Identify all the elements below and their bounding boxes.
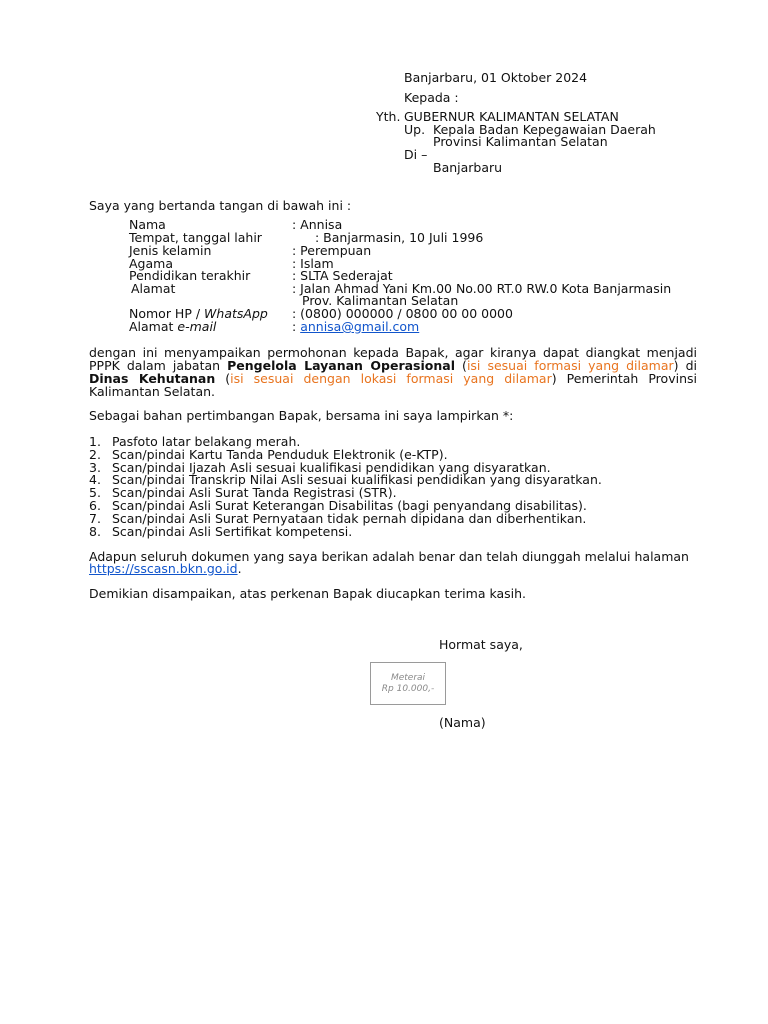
attachment-item: Scan/pindai Kartu Tanda Penduduk Elektronik (e-KTP). — [112, 447, 448, 462]
attachment-item: Scan/pindai Transkrip Nilai Asli sesuai kualifikasi pendidikan yang disyaratkan. — [112, 472, 602, 487]
up-line-2: Provinsi Kalimantan Selatan — [433, 134, 608, 149]
hp-value: : (0800) 000000 / 0800 00 00 0000 — [292, 306, 513, 321]
request-line-4: Kalimantan Selatan. — [89, 384, 216, 399]
meterai-value: Rp 10.000,- — [381, 684, 435, 694]
signer-name: (Nama) — [439, 715, 486, 730]
pendidikan-value: : SLTA Sederajat — [292, 268, 393, 283]
attachment-number: 5. — [89, 485, 101, 500]
ttl-value: : Banjarmasin, 10 Juli 1996 — [315, 230, 484, 245]
recipient-city: Banjarbaru — [433, 160, 503, 175]
email-label: Alamat e-mail — [129, 319, 217, 334]
jenis-kelamin-label: Jenis kelamin — [129, 243, 212, 258]
attachment-number: 2. — [89, 447, 101, 462]
letter-date: Banjarbaru, 01 Oktober 2024 — [404, 70, 588, 85]
agama-value: : Islam — [292, 256, 334, 271]
pendidikan-label: Pendidikan terakhir — [129, 268, 251, 283]
request-line-2: PPPK dalam jabatan Pengelola Layanan Operasional (isi sesuai formasi yang dilamar) di — [89, 358, 697, 373]
email-link[interactable]: annisa@gmail.com — [300, 319, 420, 334]
alamat-label: Alamat — [131, 281, 176, 296]
closing-text: Demikian disampaikan, atas perkenan Bapak diucapkan terima kasih. — [89, 586, 527, 601]
jabatan-placeholder: isi sesuai formasi yang dilamar — [466, 358, 674, 373]
request-line-1: dengan ini menyampaikan permohonan kepada Bapak, agar kiranya dapat diangkat menjadi — [89, 345, 697, 360]
attachment-item: Scan/pindai Asli Surat Pernyataan tidak pernah dipidana dan diberhentikan. — [112, 511, 587, 526]
attachment-item: Scan/pindai Asli Sertifikat kompetensi. — [112, 524, 353, 539]
attachment-item: Pasfoto latar belakang merah. — [112, 434, 301, 449]
di-label: Di – — [404, 147, 428, 162]
jenis-kelamin-value: : Perempuan — [292, 243, 372, 258]
sscasn-link[interactable]: https://sscasn.bkn.go.id — [89, 561, 238, 576]
email-value: : annisa@gmail.com — [292, 319, 420, 334]
recipient-name: GUBERNUR KALIMANTAN SELATAN — [404, 109, 619, 124]
attachment-number: 7. — [89, 511, 101, 526]
hp-label: Nomor HP / WhatsApp — [129, 306, 268, 321]
attachment-number: 4. — [89, 472, 101, 487]
alamat-value-line-2: Prov. Kalimantan Selatan — [302, 293, 459, 308]
up-line-1: Kepala Badan Kepegawaian Daerah — [433, 122, 656, 137]
attachment-number: 6. — [89, 498, 101, 513]
meterai-stamp-box — [370, 662, 446, 705]
attachment-number: 3. — [89, 460, 101, 475]
nama-value: : Annisa — [292, 217, 343, 232]
lokasi-placeholder: isi sesuai dengan lokasi formasi yang dilamar — [230, 371, 552, 386]
yth-prefix: Yth. — [376, 109, 401, 124]
attachment-item: Scan/pindai Ijazah Asli sesuai kualifikasi pendidikan yang disyaratkan. — [112, 460, 551, 475]
attachment-number: 1. — [89, 434, 101, 449]
attachment-number: 8. — [89, 524, 101, 539]
kepada-label: Kepada : — [404, 90, 459, 105]
jabatan-name: Pengelola Layanan Operasional — [227, 358, 455, 373]
agama-label: Agama — [129, 256, 173, 271]
nama-label: Nama — [129, 217, 166, 232]
hormat-saya: Hormat saya, — [439, 637, 523, 652]
statement-line-2: https://sscasn.bkn.go.id. — [89, 561, 242, 576]
statement-line-1: Adapun seluruh dokumen yang saya berikan adalah benar dan telah diunggah melalui halaman — [89, 549, 689, 564]
up-prefix: Up. — [404, 122, 426, 137]
attachment-item: Scan/pindai Asli Surat Keterangan Disabilitas (bagi penyandang disabilitas). — [112, 498, 587, 513]
attachment-item: Scan/pindai Asli Surat Tanda Registrasi (STR). — [112, 485, 397, 500]
ttl-label: Tempat, tanggal lahir — [129, 230, 262, 245]
request-paragraph — [89, 346, 697, 398]
attachments-intro: Sebagai bahan pertimbangan Bapak, bersama ini saya lampirkan *: — [89, 408, 514, 423]
meterai-label: Meterai — [390, 673, 426, 683]
request-line-3: Dinas Kehutanan (isi sesuai dengan lokasi formasi yang dilamar) Pemerintah Provinsi — [89, 371, 697, 386]
dinas-name: Dinas Kehutanan — [89, 371, 216, 386]
intro-text: Saya yang bertanda tangan di bawah ini : — [89, 198, 352, 213]
alamat-value-line-1: : Jalan Ahmad Yani Km.00 No.00 RT.0 RW.0 Kota Banjarmasin — [292, 281, 672, 296]
